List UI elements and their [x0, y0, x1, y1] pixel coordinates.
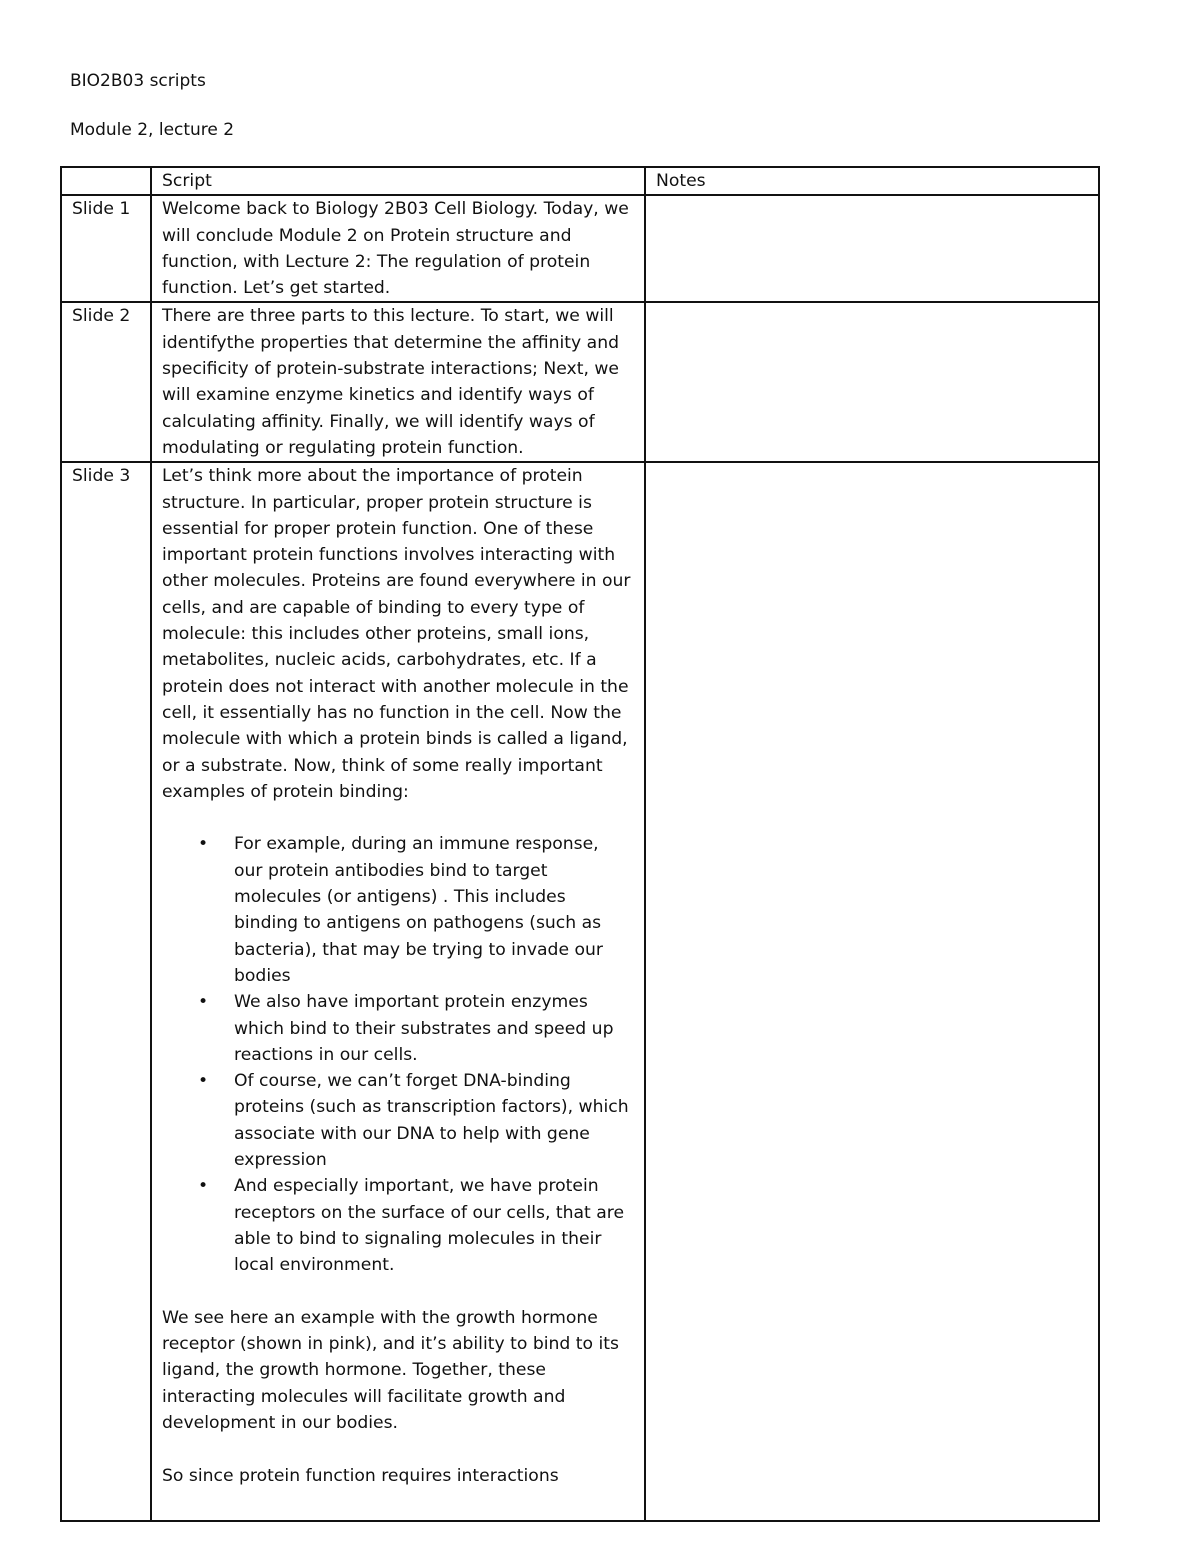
bullet-icon: •	[198, 992, 209, 1013]
script-text: Welcome back to Biology 2B03 Cell Biology. Today, we will conclude Module 2 on Protein structure and function, with Lecture 2: The regulation of protein function. Let’s get started.	[151, 195, 645, 302]
slide-label: Slide 3	[61, 462, 151, 1521]
script-example-paragraph: We see here an example with the growth hormone receptor (shown in pink), and it’s ability to bind to its ligand, the growth hormone. Together, these interacting molecules will facilitate growth and development in our bodies.	[162, 1307, 619, 1433]
list-item	[162, 989, 640, 1068]
bullet-text: Of course, we can’t forget DNA-binding proteins (such as transcription factors), which associate with our DNA to help with gene expression	[234, 1071, 629, 1170]
bullet-text: We also have important protein enzymes which bind to their substrates and speed up reactions in our cells.	[234, 992, 614, 1065]
notes-cell[interactable]	[645, 302, 1099, 462]
notes-cell[interactable]	[645, 195, 1099, 302]
bullet-icon: •	[198, 1071, 209, 1092]
notes-cell[interactable]	[645, 462, 1099, 1521]
table-row-slide-3	[61, 462, 1099, 1521]
bullet-text: For example, during an immune response, our protein antibodies bind to target molecules (or antigens) . This includes binding to antigens on pathogens (such as bacteria), that may be trying to invade our bodies	[234, 834, 603, 986]
slide-label: Slide 2	[61, 302, 151, 462]
header-slide-cell	[61, 167, 151, 195]
bullet-text: And especially important, we have protein receptors on the surface of our cells, that are able to bind to signaling molecules in their local environment.	[234, 1176, 625, 1276]
slide-label: Slide 1	[61, 195, 151, 302]
bullet-icon: •	[198, 834, 209, 855]
document-title: BIO2B03 scripts	[70, 71, 206, 91]
bullet-icon: •	[198, 1176, 209, 1197]
examples-bullet-list	[162, 831, 640, 1278]
list-item	[162, 831, 640, 989]
table-row-slide-1	[61, 195, 1099, 302]
table-row-slide-2	[61, 302, 1099, 462]
script-closing-paragraph: So since protein function requires interactions	[162, 1465, 559, 1486]
table-header-row	[61, 167, 1099, 195]
script-table	[60, 166, 1100, 1522]
header-script-cell: Script	[151, 167, 645, 195]
document-subtitle: Module 2, lecture 2	[70, 120, 235, 140]
list-item	[162, 1173, 640, 1278]
script-intro-paragraph: Let’s think more about the importance of protein structure. In particular, proper protein structure is essential for proper protein function. One of these important protein functions involves interacting with other molecules. Proteins are found everywhere in our cells, and are capable of binding to every type of molecule: this includes other proteins, small ions, metabolites, nucleic acids, carbohydrates, etc. If a protein does not interact with another molecule in the cell, it essentially has no function in the cell. Now the molecule with which a protein binds is called a ligand, or a substrate. Now, think of some really important examples of protein binding:	[162, 466, 631, 802]
list-item	[162, 1068, 640, 1173]
header-notes-cell: Notes	[645, 167, 1099, 195]
script-text: There are three parts to this lecture. To start, we will identifythe properties that determine the affinity and specificity of protein-substrate interactions; Next, we will examine enzyme kinetics and identify ways of calculating affinity. Finally, we will identify ways of modulating or regulating protein function.	[151, 302, 645, 462]
script-text	[151, 462, 645, 1521]
